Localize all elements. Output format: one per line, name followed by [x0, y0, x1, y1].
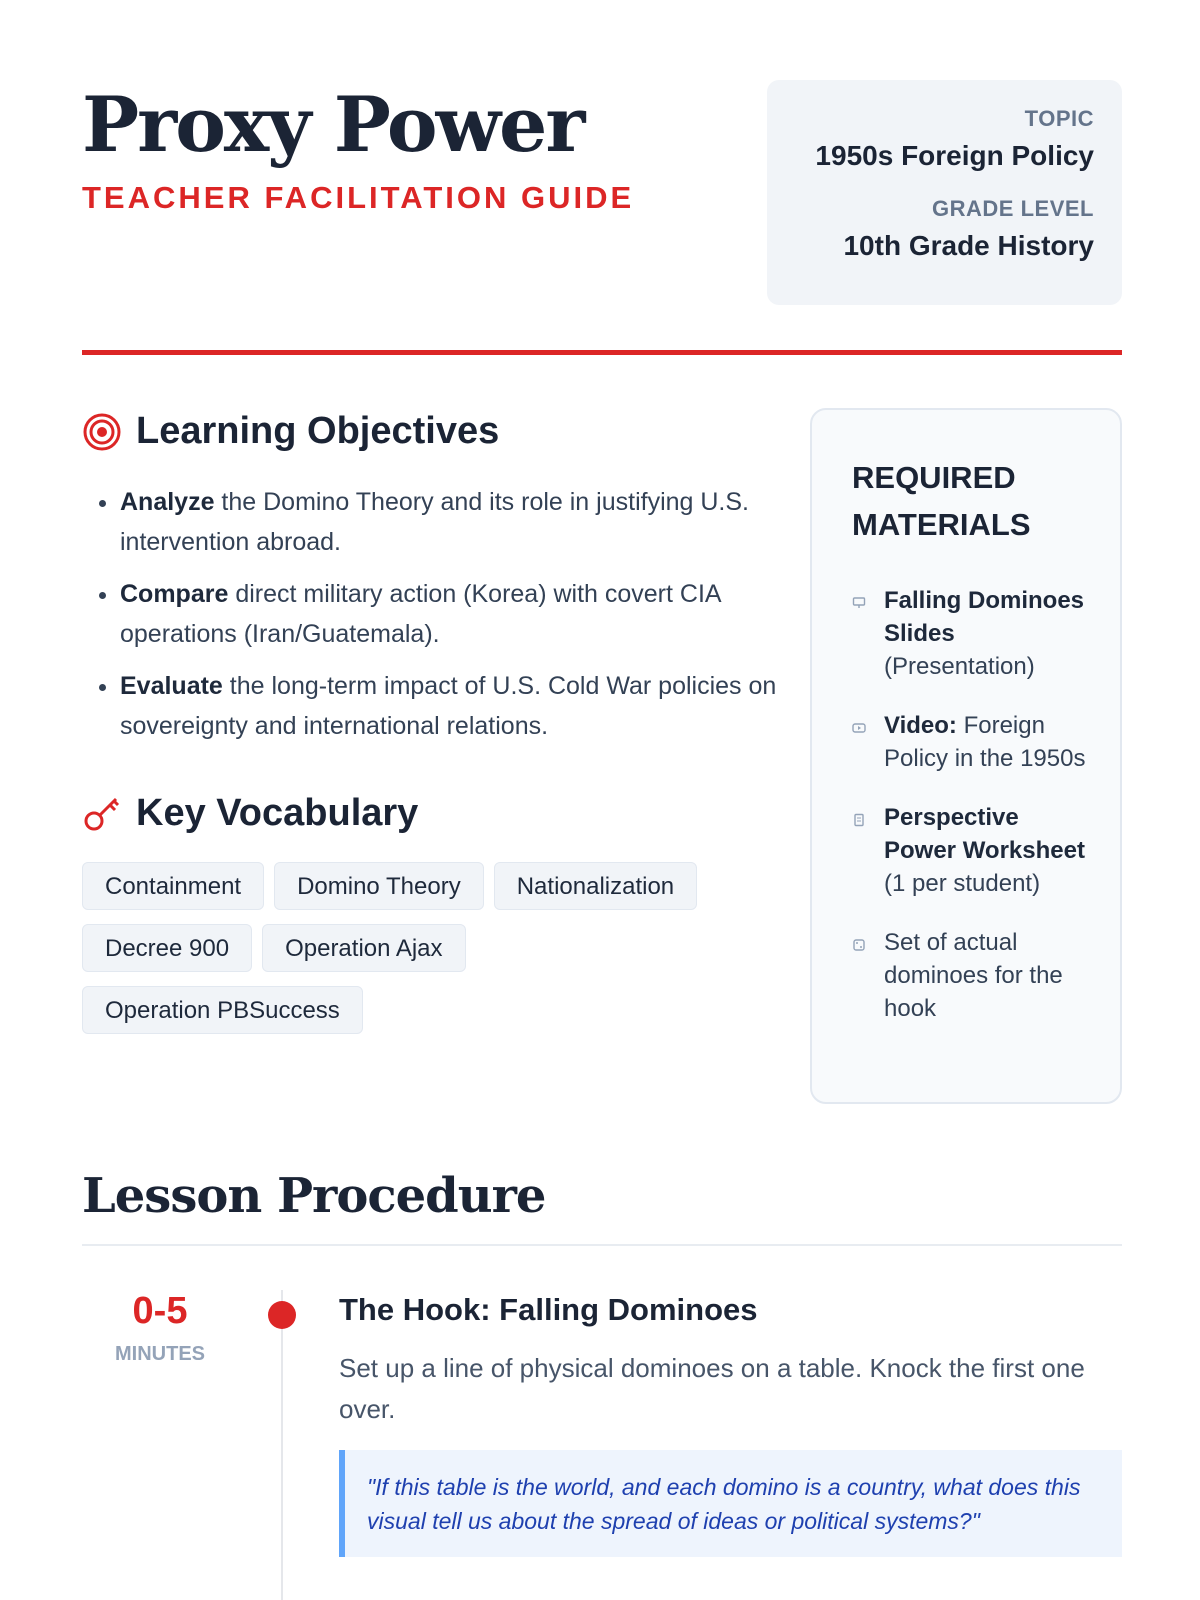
objective-text: the Domino Theory and its role in justifying U.S. intervention abroad.: [120, 488, 749, 556]
vocab-term: Domino Theory: [274, 862, 484, 910]
timeline-dot: [268, 1301, 296, 1329]
material-detail: (1 per student): [884, 870, 1041, 897]
objective-verb: Compare: [120, 580, 229, 608]
grade-level-label: GRADE LEVEL: [932, 196, 1094, 221]
discussion-prompt-quote: "If this table is the world, and each domino is a country, what does this visual tell us about the spread of ideas or political systems?": [339, 1450, 1122, 1557]
objectives-heading-text: Learning Objectives: [136, 410, 500, 452]
procedure-divider: [82, 1244, 1122, 1246]
lesson-meta-box: [767, 80, 1122, 305]
vocabulary-heading-text: Key Vocabulary: [136, 792, 419, 834]
material-item: [852, 926, 1092, 1025]
objective-text: the long-term impact of U.S. Cold War policies on sovereignty and international relations.: [120, 672, 777, 740]
material-detail: (Presentation): [884, 653, 1035, 680]
vocabulary-chips: [82, 862, 782, 1048]
target-icon: [82, 412, 122, 452]
required-materials-panel: [810, 408, 1122, 1104]
vocab-term: Containment: [82, 862, 264, 910]
topic-value: 1950s Foreign Policy: [815, 140, 1094, 171]
timeline-line: [281, 1290, 283, 1600]
presentation-icon: [852, 596, 866, 610]
step-time-unit: MINUTES: [115, 1343, 205, 1365]
step-description: Set up a line of physical dominoes on a table. Knock the first one over.: [339, 1353, 1085, 1424]
key-icon: [82, 794, 122, 834]
material-name: Perspective Power Worksheet: [884, 804, 1085, 864]
material-detail: Foreign Policy in the 1950s: [884, 712, 1086, 772]
procedure-heading: Lesson Procedure: [82, 1168, 546, 1224]
step-time-range: 0-5: [132, 1290, 188, 1332]
material-detail: Set of actual dominoes for the hook: [884, 929, 1063, 1022]
objective-verb: Evaluate: [120, 672, 223, 700]
topic-label: TOPIC: [1024, 106, 1094, 131]
objectives-list: [92, 482, 800, 758]
material-item: [852, 709, 1092, 775]
vocab-term: Operation Ajax: [262, 924, 465, 972]
domino-icon: [852, 938, 866, 952]
objective-item: [120, 574, 800, 654]
objective-item: [120, 666, 800, 746]
vocab-term: Operation PBSuccess: [82, 986, 363, 1034]
worksheet-icon: [852, 813, 866, 827]
grade-level-value: 10th Grade History: [843, 230, 1094, 261]
header-divider: [82, 350, 1122, 355]
objective-item: [120, 482, 800, 562]
materials-heading: REQUIRED MATERIALS: [852, 460, 1031, 542]
objective-text: direct military action (Korea) with covert CIA operations (Iran/Guatemala).: [120, 580, 721, 648]
material-item: [852, 584, 1092, 683]
video-icon: [852, 721, 866, 735]
page-subtitle: TEACHER FACILITATION GUIDE: [82, 180, 635, 215]
material-name: Falling Dominoes Slides: [884, 587, 1085, 647]
vocabulary-heading: [82, 792, 418, 835]
vocab-term: Decree 900: [82, 924, 252, 972]
material-name: Video:: [884, 712, 957, 739]
page-title: Proxy Power: [82, 80, 584, 169]
page-header: [82, 80, 1122, 310]
objectives-heading: [82, 410, 499, 453]
objective-verb: Analyze: [120, 488, 215, 516]
step-title: The Hook: Falling Dominoes: [339, 1292, 758, 1327]
vocab-term: Nationalization: [494, 862, 697, 910]
material-item: [852, 801, 1092, 900]
